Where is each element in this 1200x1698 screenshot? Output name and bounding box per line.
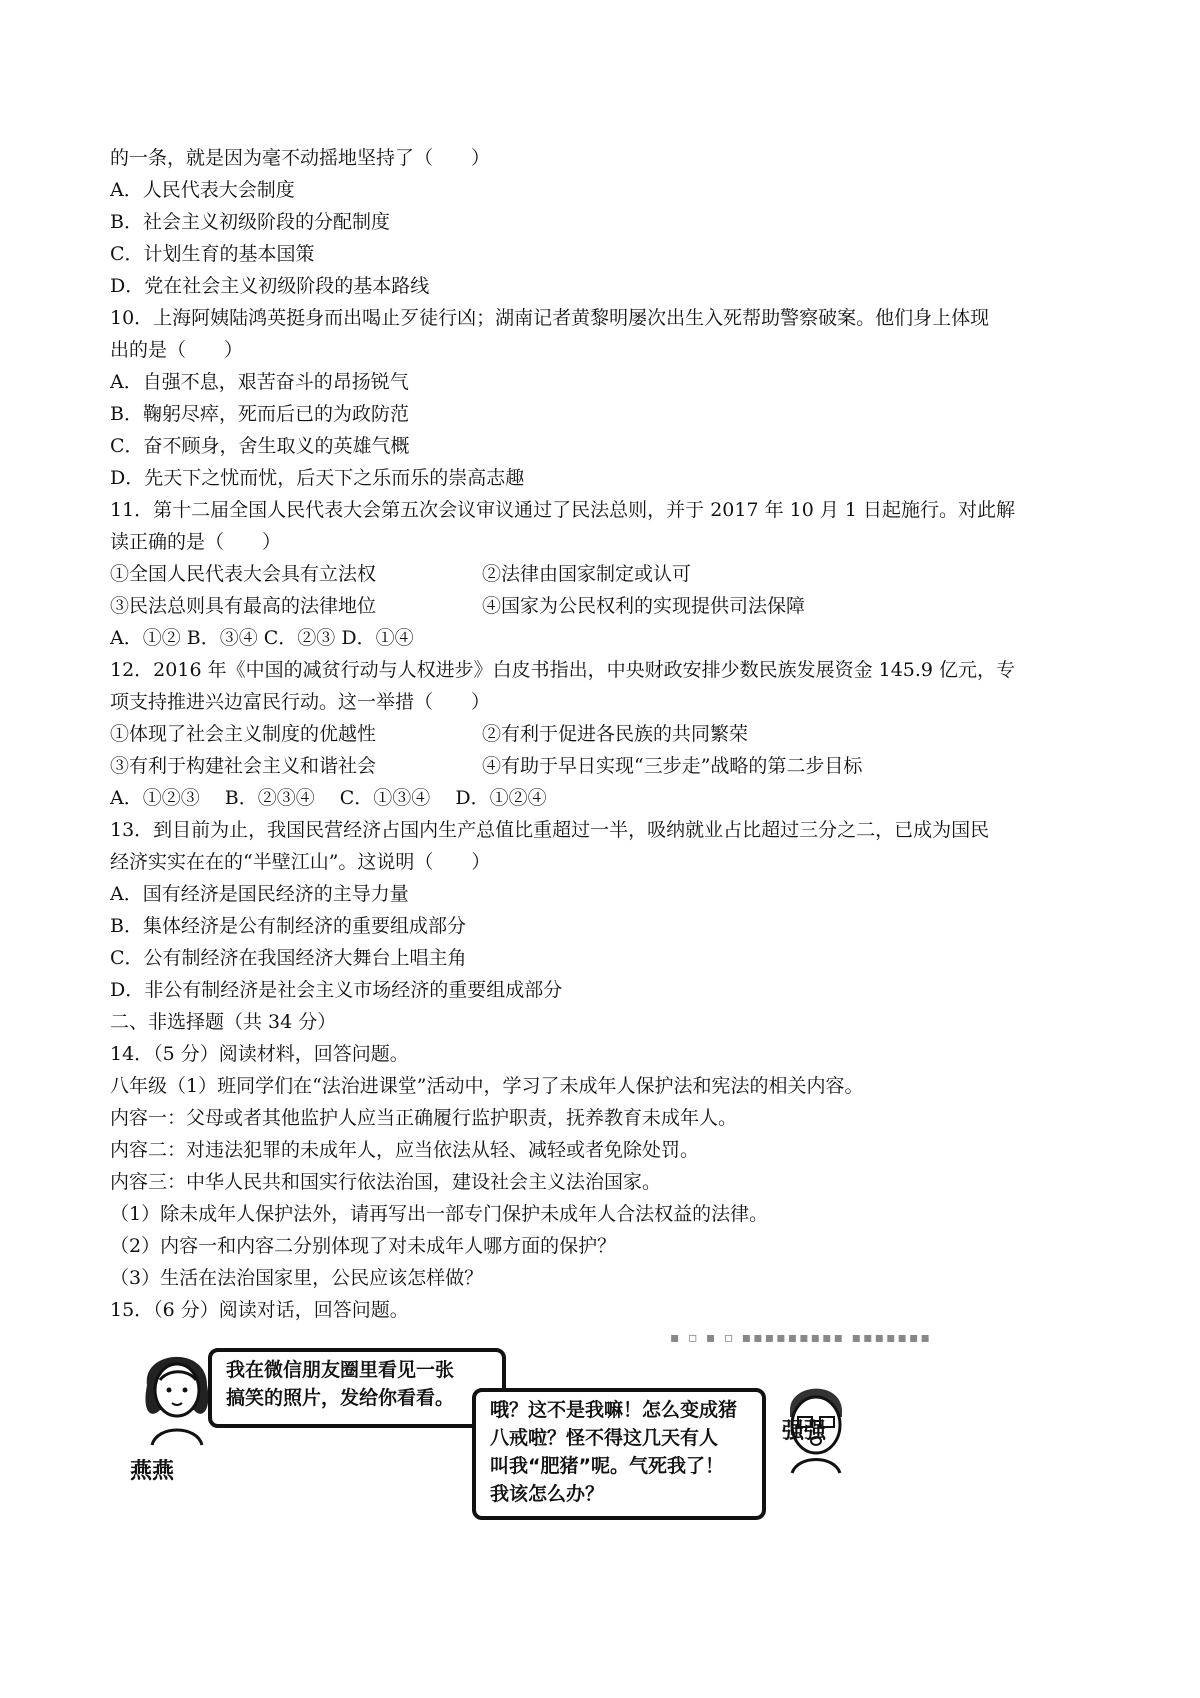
q9-stem-tail: 的一条，就是因为毫不动摇地坚持了（ ） — [110, 147, 491, 169]
left-bubble-line-1: 我在微信朋友圈里看见一张 — [226, 1359, 455, 1381]
right-bubble-line-4: 我该怎么办？ — [490, 1483, 605, 1505]
q14-content-2: 内容二：对违法犯罪的未成年人，应当依法从轻、减轻或者免除处罚。 — [110, 1139, 700, 1161]
q14-content-1: 内容一：父母或者其他监护人应当正确履行监护职责，抚养教育未成年人。 — [110, 1107, 738, 1129]
left-speech-bubble — [208, 1348, 506, 1428]
q14-sub-2: （2）内容一和内容二分别体现了对未成年人哪方面的保护？ — [110, 1235, 617, 1257]
q11-answer-choices: A．①② B．③④ C．②③ D．①④ — [110, 627, 414, 649]
q12-item-2: ②有利于促进各民族的共同繁荣 — [482, 723, 749, 745]
q14-content-3: 内容三：中华人民共和国实行依法治国，建设社会主义法治国家。 — [110, 1171, 662, 1193]
q9-option-d: D．党在社会主义初级阶段的基本路线 — [110, 275, 430, 297]
q15-stem: 15．（6 分）阅读对话，回答问题。 — [110, 1299, 409, 1321]
right-bubble-line-3: 叫我“肥猪”呢。气死我了！ — [490, 1455, 724, 1477]
q9-option-a: A．人民代表大会制度 — [110, 179, 295, 201]
q13-stem: 13．到目前为止，我国民营经济占国内生产总值比重超过一半，吸纳就业占比超过三分之二，已成为国民 — [110, 819, 990, 841]
q10-stem-cont: 出的是（ ） — [110, 339, 244, 361]
q11-stem-cont: 读正确的是（ ） — [110, 531, 282, 553]
q12-item-1: ①体现了社会主义制度的优越性 — [110, 723, 377, 745]
right-speaker-name: 强强 — [782, 1419, 827, 1444]
q10-stem: 10．上海阿姨陆鸿英挺身而出喝止歹徒行凶；湖南记者黄黎明屡次出生入死帮助警察破案。他们身上体现 — [110, 307, 990, 329]
q9-option-b: B．社会主义初级阶段的分配制度 — [110, 211, 390, 233]
q13-stem-cont: 经济实实在在的“半壁江山”。这说明（ ） — [110, 851, 491, 873]
q11-item-3: ③民法总则具有最高的法律地位 — [110, 595, 377, 617]
right-bubble-line-1: 哦？这不是我嘛！怎么变成猪 — [490, 1399, 738, 1421]
q12-item-3: ③有利于构建社会主义和谐社会 — [110, 755, 377, 777]
dialogue-comic — [110, 1330, 1100, 1505]
q10-option-d: D．先天下之忧而忧，后天下之乐而乐的崇高志趣 — [110, 467, 525, 489]
q11-stem: 11．第十二届全国人民代表大会第五次会议审议通过了民法总则，并于 2017 年 10 月 1 日起施行。对此解 — [110, 499, 1016, 521]
right-bubble-line-2: 八戒啦？怪不得这几天有人 — [490, 1427, 719, 1449]
q12-answer-choices: A．①②③ B．②③④ C．①③④ D．①②④ — [110, 787, 547, 809]
q10-option-a: A．自强不息，艰苦奋斗的昂扬锐气 — [110, 371, 409, 393]
q11-options-row-2 — [110, 590, 1100, 622]
q12-item-4: ④有助于早日实现“三步走”战略的第二步目标 — [482, 755, 863, 777]
q10-option-b: B．鞠躬尽瘁，死而后已的为政防范 — [110, 403, 409, 425]
q14-material-intro: 八年级（1）班同学们在“法治进课堂”活动中，学习了未成年人保护法和宪法的相关内容。 — [110, 1075, 864, 1097]
q13-option-d: D．非公有制经济是社会主义市场经济的重要组成部分 — [110, 979, 563, 1001]
q11-options-row-1 — [110, 558, 1100, 590]
left-bubble-line-2: 搞笑的照片，发给你看看。 — [226, 1387, 455, 1409]
left-speaker-name: 燕燕 — [130, 1459, 175, 1484]
exam-page — [110, 142, 1100, 1326]
q11-item-1: ①全国人民代表大会具有立法权 — [110, 563, 377, 585]
section-heading: 二、非选择题（共 34 分） — [110, 1011, 337, 1033]
q13-option-b: B．集体经济是公有制经济的重要组成部分 — [110, 915, 466, 937]
q11-item-4: ④国家为公民权利的实现提供司法保障 — [482, 595, 806, 617]
right-speech-bubble — [472, 1388, 766, 1520]
q11-item-2: ②法律由国家制定或认可 — [482, 563, 692, 585]
q14-stem: 14．（5 分）阅读材料，回答问题。 — [110, 1043, 409, 1065]
q10-option-c: C．奋不顾身，舍生取义的英雄气概 — [110, 435, 410, 457]
q12-options-row-1 — [110, 718, 1100, 750]
q9-option-c: C．计划生育的基本国策 — [110, 243, 315, 265]
q14-sub-3: （3）生活在法治国家里，公民应该怎样做？ — [110, 1267, 484, 1289]
q12-stem-cont: 项支持推进兴边富民行动。这一举措（ ） — [110, 691, 491, 713]
q12-stem: 12．2016 年《中国的减贫行动与人权进步》白皮书指出，中央财政安排少数民族发展资金 145.9 亿元，专 — [110, 659, 1016, 681]
q14-sub-1: （1）除未成年人保护法外，请再写出一部专门保护未成年人合法权益的法律。 — [110, 1203, 769, 1225]
q13-option-a: A．国有经济是国民经济的主导力量 — [110, 883, 409, 905]
q13-option-c: C．公有制经济在我国经济大舞台上唱主角 — [110, 947, 467, 969]
decorative-dots: ▪ ▫ ▪ ▫ ▪▪▪▪▪▪▪▪▪ ▪▪▪▪▪▪▪ — [670, 1330, 933, 1346]
q12-options-row-2 — [110, 750, 1100, 782]
